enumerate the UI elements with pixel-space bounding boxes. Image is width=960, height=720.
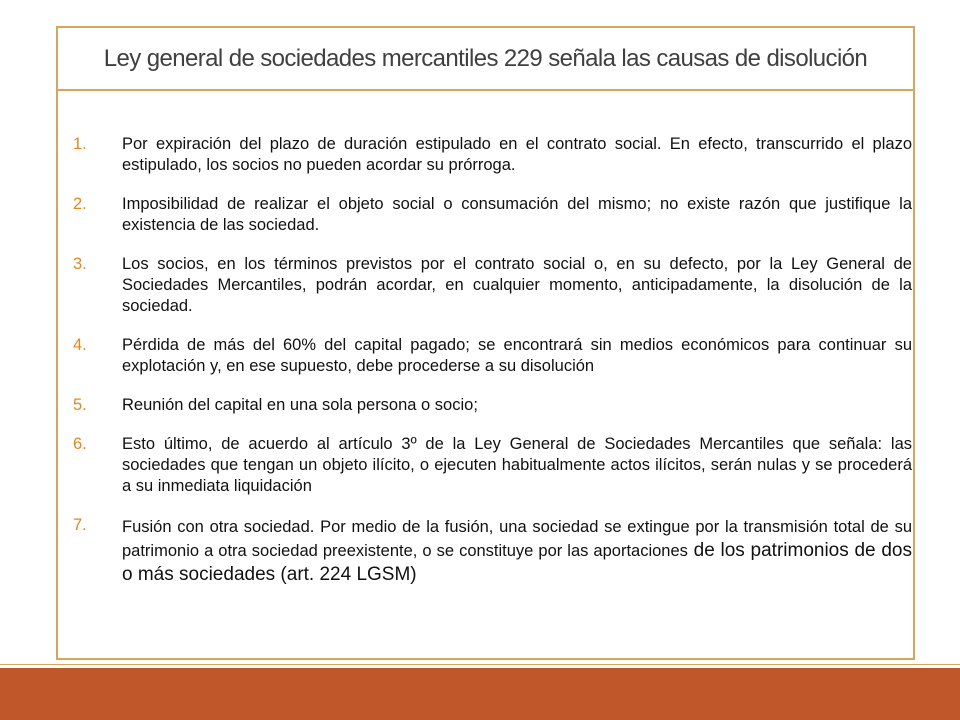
content-frame [56,26,915,660]
cause-item-2 [58,194,913,236]
cause-number: 7. [73,516,87,534]
slide-title: Ley general de sociedades mercantiles 229 señala las causas de disolución [103,44,868,72]
cause-number: 4. [73,336,87,354]
cause-text: Los socios, en los términos previstos por el contrato social o, en su defecto, por la Ley General de Sociedades Mercantiles, podrán acordar, en cualquier momento, anticipadamente, la disolución de la sociedad. [122,255,912,315]
cause-item-4 [58,335,913,377]
causes-list [58,134,913,604]
cause-number: 3. [73,255,87,273]
cause-text: Reunión del capital en una sola persona o socio; [122,396,478,414]
cause-text: Imposibilidad de realizar el objeto social o consumación del mismo; no existe razón que justifique la existencia de las sociedad. [122,195,912,234]
cause-item-6 [58,434,913,497]
cause-number: 2. [73,195,87,213]
footer-band [0,668,960,720]
footer-divider [0,664,960,665]
cause-item-3 [58,254,913,317]
cause-item-1 [58,134,913,176]
cause-text: Esto último, de acuerdo al artículo 3º de la Ley General de Sociedades Mercantiles que señala: las sociedades que tengan un objeto ilícito, o ejecuten habitualmente actos ilícitos, serán nulas y se procederá a su inmediata liquidación [122,435,912,495]
cause-item-7 [58,515,913,586]
cause-number: 5. [73,396,87,414]
cause-number: 1. [73,135,87,153]
cause-text: Por expiración del plazo de duración estipulado en el contrato social. En efecto, transcurrido el plazo estipulado, los socios no pueden acordar su prórroga. [122,135,912,174]
cause-text-part1: Fusión con otra sociedad. Por medio de la fusión, una sociedad se extingue por la transmisión total de su patrimonio a otra sociedad preexistente, o se constituye por las aportaciones [122,518,912,560]
cause-item-5 [58,395,913,416]
cause-number: 6. [73,435,87,453]
title-box [58,28,913,91]
cause-text [122,515,912,586]
cause-text-part2: de los patrimonios de dos o más sociedades (art. 224 LGSM) [122,540,912,585]
cause-text: Pérdida de más del 60% del capital pagado; se encontrará sin medios económicos para continuar su explotación y, en ese supuesto, debe procederse a su disolución [122,336,912,375]
